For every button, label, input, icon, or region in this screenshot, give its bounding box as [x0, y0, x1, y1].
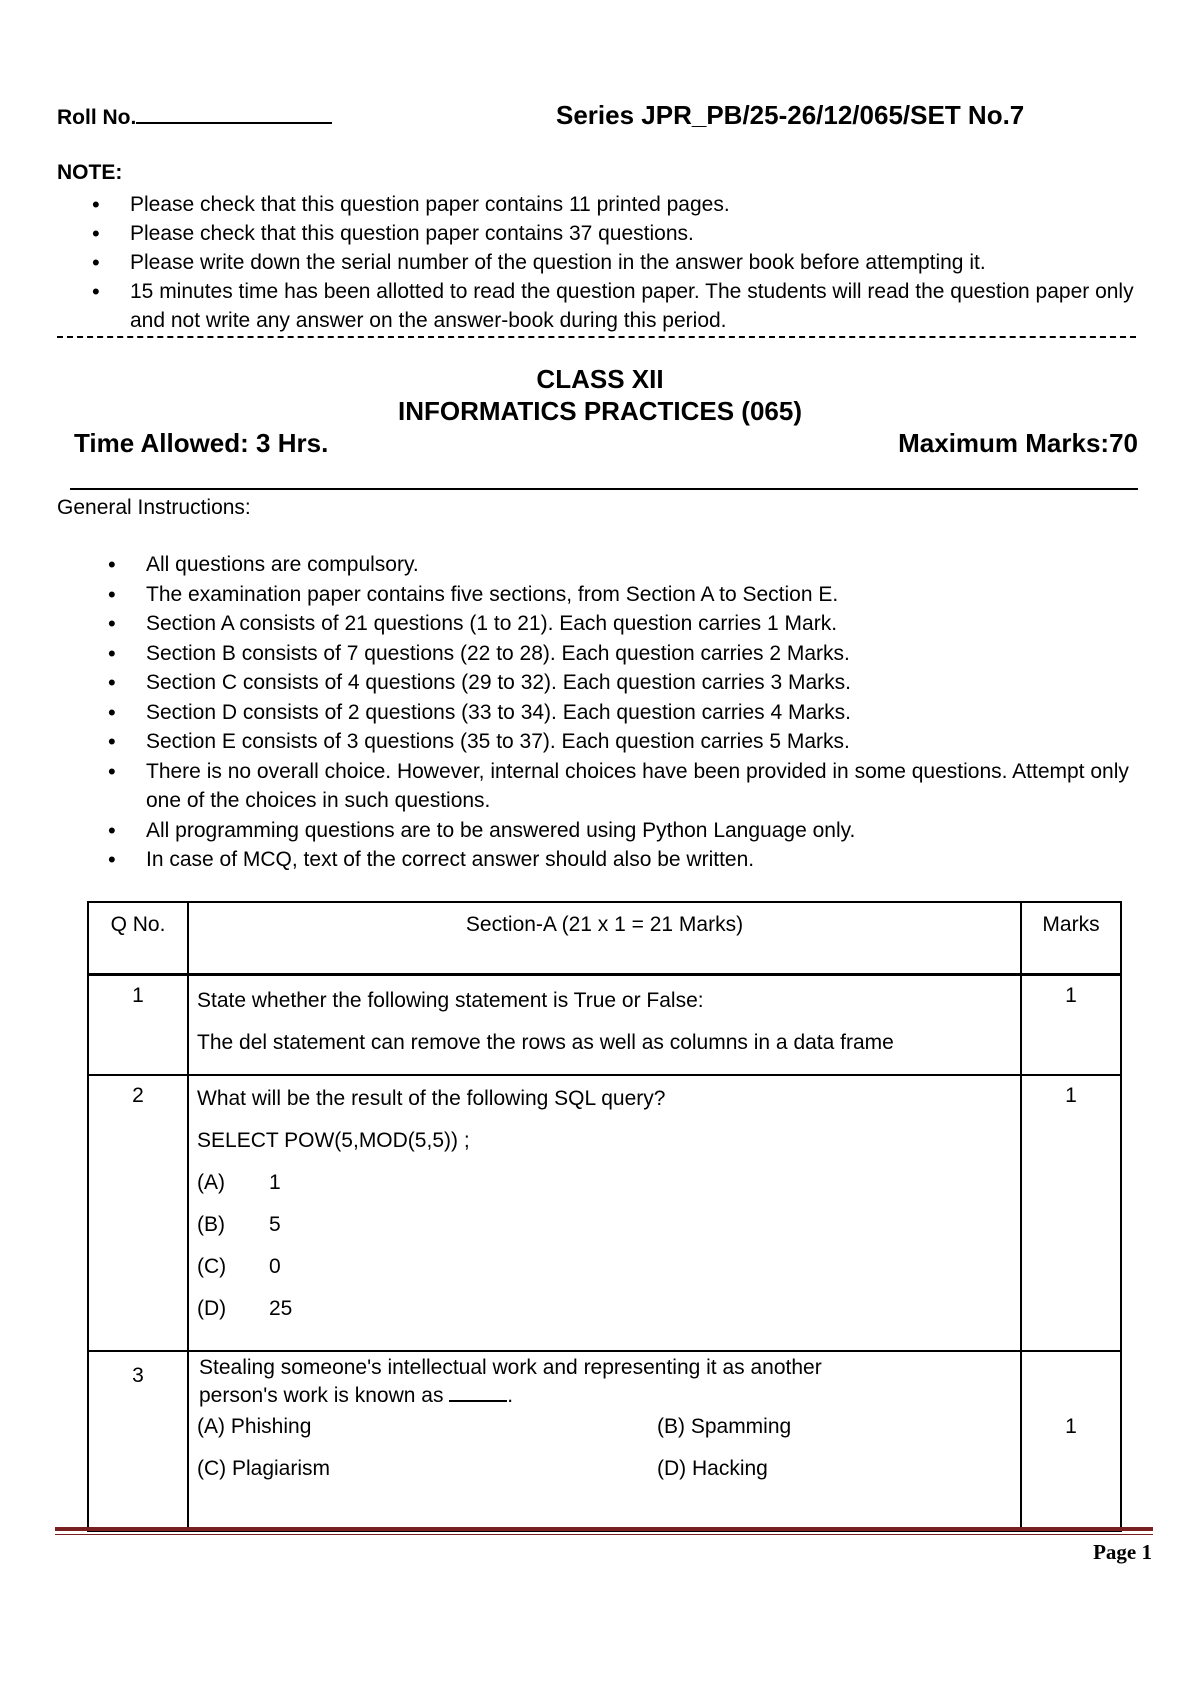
table-header-row: [88, 902, 1121, 975]
note-list: [92, 190, 1142, 335]
header-marks: Marks: [1021, 902, 1121, 975]
question-text: What will be the result of the following SQL query?: [197, 1087, 666, 1110]
instruction-item: • Section D consists of 2 questions (33 to 34). Each question carries 4 Marks.: [108, 698, 1148, 728]
options-row-2: [197, 1448, 1020, 1490]
title-rule: [70, 488, 1138, 490]
instruction-item: • There is no overall choice. However, internal choices have been provided in some questions. Attempt only one of the choices in such questions.: [108, 757, 1148, 816]
note-item: • Please write down the serial number of the question in the answer book before attempting it.: [92, 248, 1142, 277]
subject-title: INFORMATICS PRACTICES (065): [398, 396, 802, 426]
answer-blank: [449, 1382, 507, 1402]
option-label: (D): [197, 1297, 227, 1320]
instruction-item: • Section E consists of 3 questions (35 to 37). Each question carries 5 Marks.: [108, 727, 1148, 757]
roll-blank: [136, 104, 332, 124]
option-text: 1: [269, 1171, 281, 1194]
note-item: • Please check that this question paper contains 11 printed pages.: [92, 190, 1142, 219]
option-c: [197, 1246, 1020, 1288]
note-item: • 15 minutes time has been allotted to read the question paper. The students will read the question paper only and not write any answer on the answer-book during this period.: [92, 277, 1142, 335]
question-text: Stealing someone's intellectual work and representing it as another: [199, 1356, 822, 1379]
question-statement: The del statement can remove the rows as well as columns in a data frame: [197, 1031, 894, 1054]
option-a: (A) Phishing: [197, 1415, 312, 1438]
time-allowed: Time Allowed: 3 Hrs.: [74, 428, 329, 458]
table-row: [88, 1351, 1121, 1531]
option-label: (C): [197, 1255, 227, 1278]
general-instructions-title: General Instructions:: [57, 496, 251, 519]
instruction-item: • All programming questions are to be answered using Python Language only.: [108, 816, 1148, 846]
question-body: [188, 1351, 1021, 1531]
option-d: (D) Hacking: [657, 1457, 768, 1480]
roll-number: [57, 104, 332, 130]
roll-label: Roll No.: [57, 106, 137, 129]
option-a: [197, 1162, 1020, 1204]
instruction-item: • Section C consists of 4 questions (29 to 32). Each question carries 3 Marks.: [108, 668, 1148, 698]
option-label: (A): [197, 1171, 225, 1194]
option-d: [197, 1288, 1020, 1330]
question-body: [188, 1075, 1021, 1351]
option-b: [197, 1204, 1020, 1246]
section-a-table: [87, 901, 1122, 1532]
option-text: 5: [269, 1213, 281, 1236]
question-text-2: person's work is known as .: [199, 1384, 514, 1407]
series-code: Series JPR_PB/25-26/12/065/SET No.7: [556, 100, 1025, 130]
instruction-item: • In case of MCQ, text of the correct answer should also be written.: [108, 845, 1148, 875]
question-marks: 1: [1021, 1351, 1121, 1531]
option-label: (B): [197, 1213, 225, 1236]
table-row: [88, 1075, 1121, 1351]
instruction-item: • Section A consists of 21 questions (1 to 21). Each question carries 1 Mark.: [108, 609, 1148, 639]
question-marks: 1: [1021, 1075, 1121, 1351]
sql-query: SELECT POW(5,MOD(5,5)) ;: [197, 1129, 470, 1152]
note-item: • Please check that this question paper contains 37 questions.: [92, 219, 1142, 248]
question-body: [188, 975, 1021, 1076]
option-text: 25: [269, 1297, 293, 1320]
header-qno: Q No.: [88, 902, 188, 975]
options-row-1: [197, 1406, 1020, 1448]
footer-rule-thin: [55, 1534, 1153, 1535]
maximum-marks: Maximum Marks:70: [898, 428, 1138, 458]
instruction-item: • The examination paper contains five sections, from Section A to Section E.: [108, 580, 1148, 610]
question-text: State whether the following statement is True or False:: [197, 989, 704, 1012]
option-b: (B) Spamming: [657, 1415, 792, 1438]
instructions-list: [108, 550, 1148, 875]
question-number: 1: [88, 975, 188, 1076]
instruction-item: • Section B consists of 7 questions (22 to 28). Each question carries 2 Marks.: [108, 639, 1148, 669]
question-number: 3: [88, 1351, 188, 1531]
dashed-divider: [57, 336, 1136, 338]
page-number: Page 1: [1093, 1540, 1152, 1564]
instruction-item: • All questions are compulsory.: [108, 550, 1148, 580]
table-row: [88, 975, 1121, 1076]
question-marks: 1: [1021, 975, 1121, 1076]
header-section: Section-A (21 x 1 = 21 Marks): [188, 902, 1021, 975]
class-title: CLASS XII: [536, 364, 664, 394]
question-number: 2: [88, 1075, 188, 1351]
option-text: 0: [269, 1255, 281, 1278]
note-title: NOTE:: [57, 161, 123, 184]
footer-rule-thick: [55, 1527, 1153, 1531]
option-c: (C) Plagiarism: [197, 1457, 331, 1480]
